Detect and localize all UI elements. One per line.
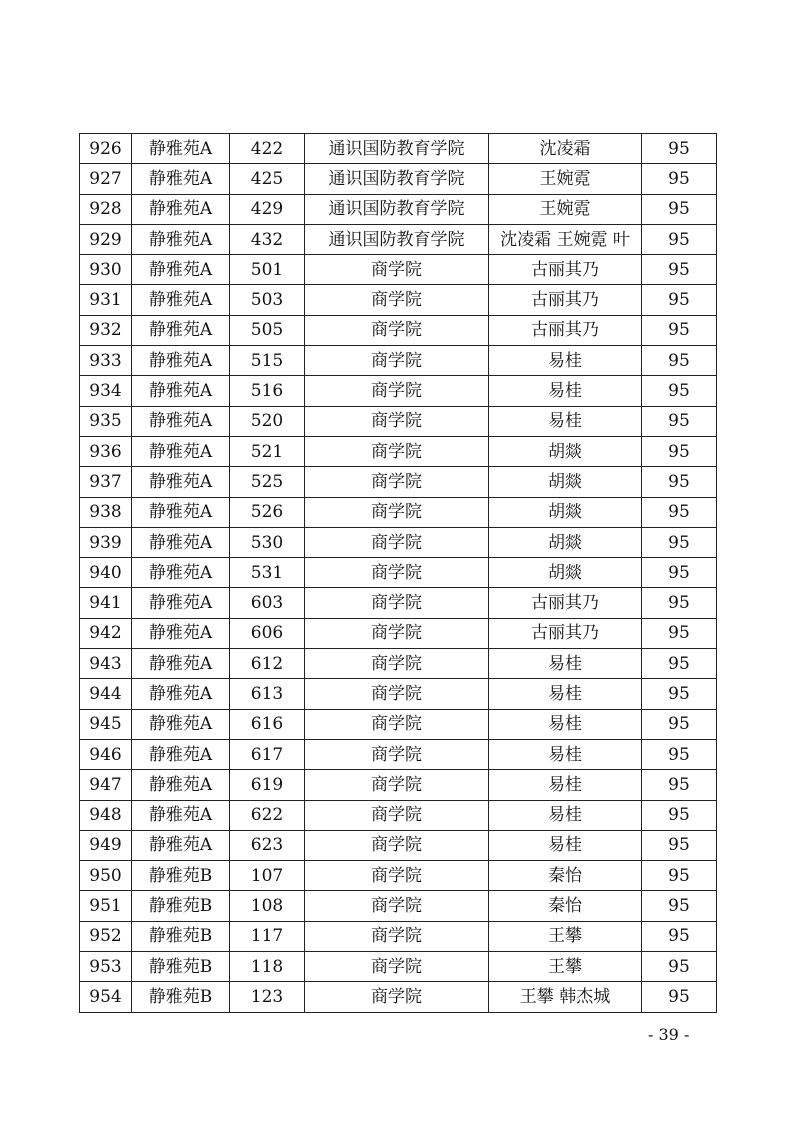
building-cell: 静雅苑B [132, 891, 230, 921]
teacher-cell: 易桂 [489, 649, 642, 679]
score-cell: 95 [642, 346, 717, 376]
college-cell: 商学院 [305, 709, 489, 739]
building-cell: 静雅苑A [132, 194, 230, 224]
building-cell: 静雅苑A [132, 467, 230, 497]
college-cell: 商学院 [305, 952, 489, 982]
score-cell: 95 [642, 800, 717, 830]
college-cell: 商学院 [305, 861, 489, 891]
room-cell: 616 [230, 709, 305, 739]
score-cell: 95 [642, 497, 717, 527]
table-row [80, 830, 717, 860]
building-cell: 静雅苑A [132, 800, 230, 830]
teacher-cell: 胡燚 [489, 497, 642, 527]
building-cell: 静雅苑B [132, 982, 230, 1012]
teacher-cell: 易桂 [489, 679, 642, 709]
college-cell: 商学院 [305, 346, 489, 376]
score-cell: 95 [642, 830, 717, 860]
score-cell: 95 [642, 436, 717, 466]
college-cell: 商学院 [305, 497, 489, 527]
row-number: 934 [80, 376, 132, 406]
building-cell: 静雅苑A [132, 497, 230, 527]
table-row [80, 436, 717, 466]
teacher-cell: 胡燚 [489, 436, 642, 466]
room-cell: 521 [230, 436, 305, 466]
room-cell: 422 [230, 134, 305, 164]
table-row [80, 134, 717, 164]
room-cell: 623 [230, 830, 305, 860]
college-cell: 商学院 [305, 618, 489, 648]
building-cell: 静雅苑A [132, 770, 230, 800]
teacher-cell: 古丽其乃 [489, 618, 642, 648]
table-row [80, 406, 717, 436]
score-cell: 95 [642, 588, 717, 618]
score-cell: 95 [642, 861, 717, 891]
room-cell: 118 [230, 952, 305, 982]
room-cell: 505 [230, 315, 305, 345]
score-cell: 95 [642, 952, 717, 982]
row-number: 936 [80, 436, 132, 466]
building-cell: 静雅苑A [132, 255, 230, 285]
building-cell: 静雅苑B [132, 921, 230, 951]
college-cell: 商学院 [305, 255, 489, 285]
room-cell: 432 [230, 224, 305, 254]
teacher-cell: 易桂 [489, 739, 642, 769]
building-cell: 静雅苑A [132, 588, 230, 618]
score-cell: 95 [642, 679, 717, 709]
row-number: 941 [80, 588, 132, 618]
room-cell: 612 [230, 649, 305, 679]
college-cell: 商学院 [305, 285, 489, 315]
room-cell: 503 [230, 285, 305, 315]
row-number: 935 [80, 406, 132, 436]
college-cell: 商学院 [305, 770, 489, 800]
room-cell: 429 [230, 194, 305, 224]
table-row [80, 224, 717, 254]
score-cell: 95 [642, 618, 717, 648]
score-cell: 95 [642, 194, 717, 224]
row-number: 929 [80, 224, 132, 254]
table-row [80, 527, 717, 557]
building-cell: 静雅苑A [132, 406, 230, 436]
row-number: 947 [80, 770, 132, 800]
table-row [80, 588, 717, 618]
teacher-cell: 易桂 [489, 770, 642, 800]
score-cell: 95 [642, 406, 717, 436]
score-cell: 95 [642, 527, 717, 557]
room-cell: 123 [230, 982, 305, 1012]
room-cell: 606 [230, 618, 305, 648]
college-cell: 通识国防教育学院 [305, 164, 489, 194]
row-number: 942 [80, 618, 132, 648]
teacher-cell: 胡燚 [489, 467, 642, 497]
row-number: 943 [80, 649, 132, 679]
table-row [80, 649, 717, 679]
building-cell: 静雅苑A [132, 618, 230, 648]
row-number: 933 [80, 346, 132, 376]
score-cell: 95 [642, 921, 717, 951]
building-cell: 静雅苑B [132, 952, 230, 982]
building-cell: 静雅苑A [132, 315, 230, 345]
room-cell: 516 [230, 376, 305, 406]
teacher-cell: 易桂 [489, 346, 642, 376]
college-cell: 商学院 [305, 315, 489, 345]
college-cell: 商学院 [305, 679, 489, 709]
college-cell: 商学院 [305, 467, 489, 497]
building-cell: 静雅苑A [132, 224, 230, 254]
row-number: 932 [80, 315, 132, 345]
room-cell: 617 [230, 739, 305, 769]
building-cell: 静雅苑A [132, 649, 230, 679]
college-cell: 商学院 [305, 406, 489, 436]
table-row [80, 255, 717, 285]
table-row [80, 497, 717, 527]
college-cell: 商学院 [305, 921, 489, 951]
teacher-cell: 王攀 [489, 952, 642, 982]
score-cell: 95 [642, 164, 717, 194]
college-cell: 商学院 [305, 891, 489, 921]
building-cell: 静雅苑A [132, 164, 230, 194]
college-cell: 商学院 [305, 739, 489, 769]
score-cell: 95 [642, 376, 717, 406]
table-row [80, 952, 717, 982]
table-row [80, 800, 717, 830]
college-cell: 商学院 [305, 376, 489, 406]
score-cell: 95 [642, 891, 717, 921]
college-cell: 商学院 [305, 649, 489, 679]
room-cell: 520 [230, 406, 305, 436]
room-cell: 619 [230, 770, 305, 800]
teacher-cell: 秦怡 [489, 861, 642, 891]
room-cell: 515 [230, 346, 305, 376]
score-cell: 95 [642, 224, 717, 254]
row-number: 937 [80, 467, 132, 497]
table-row [80, 921, 717, 951]
building-cell: 静雅苑A [132, 679, 230, 709]
building-cell: 静雅苑A [132, 376, 230, 406]
building-cell: 静雅苑A [132, 558, 230, 588]
row-number: 926 [80, 134, 132, 164]
row-number: 940 [80, 558, 132, 588]
room-cell: 530 [230, 527, 305, 557]
table-row [80, 709, 717, 739]
table-row [80, 679, 717, 709]
teacher-cell: 易桂 [489, 709, 642, 739]
building-cell: 静雅苑A [132, 709, 230, 739]
teacher-cell: 古丽其乃 [489, 315, 642, 345]
room-cell: 425 [230, 164, 305, 194]
row-number: 945 [80, 709, 132, 739]
row-number: 939 [80, 527, 132, 557]
score-cell: 95 [642, 134, 717, 164]
teacher-cell: 易桂 [489, 406, 642, 436]
row-number: 944 [80, 679, 132, 709]
row-number: 950 [80, 861, 132, 891]
table-row [80, 467, 717, 497]
table-row [80, 861, 717, 891]
row-number: 952 [80, 921, 132, 951]
room-cell: 603 [230, 588, 305, 618]
room-cell: 613 [230, 679, 305, 709]
score-cell: 95 [642, 709, 717, 739]
row-number: 931 [80, 285, 132, 315]
row-number: 954 [80, 982, 132, 1012]
teacher-cell: 古丽其乃 [489, 588, 642, 618]
page-number: - 39 - [648, 1025, 690, 1044]
room-cell: 117 [230, 921, 305, 951]
table-row [80, 315, 717, 345]
teacher-cell: 易桂 [489, 830, 642, 860]
building-cell: 静雅苑A [132, 527, 230, 557]
score-cell: 95 [642, 558, 717, 588]
row-number: 951 [80, 891, 132, 921]
college-cell: 商学院 [305, 800, 489, 830]
score-cell: 95 [642, 467, 717, 497]
teacher-cell: 王婉霓 [489, 164, 642, 194]
table-row [80, 376, 717, 406]
table-row [80, 285, 717, 315]
score-cell: 95 [642, 649, 717, 679]
row-number: 930 [80, 255, 132, 285]
room-cell: 501 [230, 255, 305, 285]
table-row [80, 194, 717, 224]
teacher-cell: 胡燚 [489, 558, 642, 588]
building-cell: 静雅苑A [132, 436, 230, 466]
table-row [80, 558, 717, 588]
teacher-cell: 秦怡 [489, 891, 642, 921]
building-cell: 静雅苑A [132, 830, 230, 860]
table-row [80, 770, 717, 800]
score-cell: 95 [642, 770, 717, 800]
room-cell: 525 [230, 467, 305, 497]
teacher-cell: 沈凌霜 [489, 134, 642, 164]
building-cell: 静雅苑A [132, 134, 230, 164]
row-number: 953 [80, 952, 132, 982]
row-number: 946 [80, 739, 132, 769]
room-cell: 622 [230, 800, 305, 830]
college-cell: 商学院 [305, 527, 489, 557]
building-cell: 静雅苑B [132, 861, 230, 891]
teacher-cell: 王婉霓 [489, 194, 642, 224]
score-cell: 95 [642, 739, 717, 769]
college-cell: 通识国防教育学院 [305, 194, 489, 224]
table-row [80, 164, 717, 194]
table-body [80, 134, 717, 1013]
building-cell: 静雅苑A [132, 346, 230, 376]
room-cell: 531 [230, 558, 305, 588]
college-cell: 商学院 [305, 830, 489, 860]
college-cell: 商学院 [305, 588, 489, 618]
row-number: 938 [80, 497, 132, 527]
college-cell: 通识国防教育学院 [305, 224, 489, 254]
room-cell: 107 [230, 861, 305, 891]
score-cell: 95 [642, 315, 717, 345]
building-cell: 静雅苑A [132, 285, 230, 315]
row-number: 928 [80, 194, 132, 224]
college-cell: 商学院 [305, 436, 489, 466]
table-row [80, 982, 717, 1012]
college-cell: 商学院 [305, 558, 489, 588]
row-number: 948 [80, 800, 132, 830]
teacher-cell: 易桂 [489, 800, 642, 830]
teacher-cell: 古丽其乃 [489, 255, 642, 285]
row-number: 927 [80, 164, 132, 194]
score-cell: 95 [642, 255, 717, 285]
teacher-cell: 王攀 [489, 921, 642, 951]
table-row [80, 618, 717, 648]
score-cell: 95 [642, 285, 717, 315]
table-row [80, 891, 717, 921]
teacher-cell: 胡燚 [489, 527, 642, 557]
room-cell: 526 [230, 497, 305, 527]
score-cell: 95 [642, 982, 717, 1012]
table-row [80, 739, 717, 769]
building-cell: 静雅苑A [132, 739, 230, 769]
teacher-cell: 易桂 [489, 376, 642, 406]
room-cell: 108 [230, 891, 305, 921]
row-number: 949 [80, 830, 132, 860]
college-cell: 商学院 [305, 982, 489, 1012]
table-row [80, 346, 717, 376]
teacher-cell: 古丽其乃 [489, 285, 642, 315]
teacher-cell: 王攀 韩杰城 [489, 982, 642, 1012]
dormitory-score-table [79, 133, 717, 1013]
teacher-cell: 沈凌霜 王婉霓 叶 [489, 224, 642, 254]
college-cell: 通识国防教育学院 [305, 134, 489, 164]
